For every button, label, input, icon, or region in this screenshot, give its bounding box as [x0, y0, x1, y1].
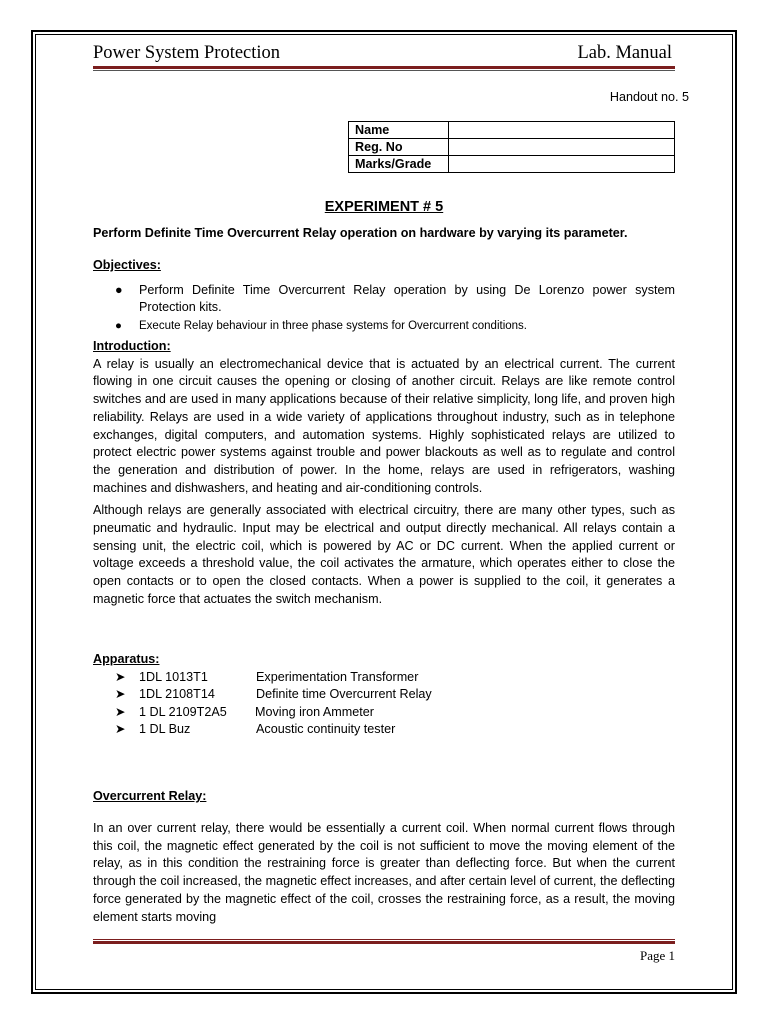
list-item: ➤ 1 DL Buz Acoustic continuity tester [93, 721, 675, 739]
arrow-bullet-icon: ➤ [115, 704, 126, 719]
header-manual-title: Lab. Manual [577, 43, 672, 63]
overcurrent-heading-block [93, 788, 675, 806]
list-item: ● Perform Definite Time Overcurrent Relay operation by using De Lorenzo power system Protection kits. [115, 282, 675, 315]
bullet-icon: ● [115, 282, 123, 297]
header-course-title: Power System Protection [93, 43, 281, 63]
marks-grade-field[interactable] [449, 156, 675, 173]
arrow-bullet-icon: ➤ [115, 669, 126, 684]
info-row-reg [349, 139, 675, 156]
arrow-bullet-icon: ➤ [115, 722, 126, 737]
student-info-table [348, 121, 675, 173]
apparatus-section [93, 651, 675, 739]
apparatus-heading: Apparatus: [93, 652, 160, 666]
info-label: Marks/Grade [349, 156, 449, 173]
introduction-paragraph-2: Although relays are generally associated with electrical circuitry, there are many other types, such as pneumatic and hydraulic. Input may be electrical and output directly mechanical. All relays contain a sensing unit, the electric coil, which is powered by AC or DC current. When the applied current or voltage exceeds a threshold value, the coil activates the armature, which operates either to close the open contacts or to open the closed contacts. When a power is supplied to the coil, it generates a magnetic force that actuates the switch mechanism. [93, 503, 675, 606]
objectives-heading: Objectives: [93, 258, 161, 272]
objectives-section [93, 257, 675, 336]
arrow-bullet-icon: ➤ [115, 687, 126, 702]
handout-number: Handout no. 5 [609, 90, 689, 104]
introduction-paragraph-1: A relay is usually an electromechanical device that is actuated by an electrical current. The current flowing in one circuit causes the opening or closing of another circuit. Relays are like remote control switches and are used in many applications because of their relative simplicity, long life, and proven high reliability. Relays are used in a wide variety of applications throughout industry, such as in telephone exchanges, digital computers, and automation systems. Highly sophisticated relays are utilized to protect electric power systems against trouble and power blackouts as well as to regulate and control the generation and distribution of power. In the home, relays are used in refrigerators, washing machines and dishwashers, and heating and air-conditioning controls. [93, 356, 675, 495]
info-row-name [349, 122, 675, 139]
info-row-marks [349, 156, 675, 173]
info-label: Reg. No [349, 139, 449, 156]
list-item: ● Execute Relay behaviour in three phase systems for Overcurrent conditions. [93, 318, 675, 336]
overcurrent-paragraph: In an over current relay, there would be essentially a current coil. When normal current flows through this coil, the magnetic effect generated by the coil is not sufficient to move the moving element of the relay, as in this condition the restraining force is greater than deflecting force. But when the current through the coil increased, the magnetic effect increases, and after certain level of current, the deflecting force generated by the magnetic effect of the coil, crosses the restraining force, as a result, the moving element starts moving [93, 821, 675, 924]
experiment-title: EXPERIMENT # 5 [324, 199, 444, 215]
introduction-heading: Introduction: [93, 339, 171, 353]
name-field[interactable] [449, 122, 675, 139]
page-number: Page 1 [639, 948, 675, 963]
experiment-subtitle: Perform Definite Time Overcurrent Relay operation on hardware by varying its parameter. [93, 226, 628, 240]
overcurrent-heading: Overcurrent Relay: [93, 789, 207, 803]
list-item: ➤ 1DL 1013T1 Experimentation Transformer [93, 669, 675, 687]
reg-no-field[interactable] [449, 139, 675, 156]
overcurrent-section [93, 820, 675, 926]
info-label: Name [349, 122, 449, 139]
list-item: ➤ 1DL 2108T14 Definite time Overcurrent Relay [93, 686, 675, 704]
objectives-list [93, 282, 675, 336]
list-item: ➤ 1 DL 2109T2A5 Moving iron Ammeter [93, 704, 675, 722]
header-rule [93, 66, 675, 71]
footer-rule [93, 939, 675, 944]
introduction-section [93, 338, 675, 609]
bullet-icon: ● [115, 320, 122, 333]
